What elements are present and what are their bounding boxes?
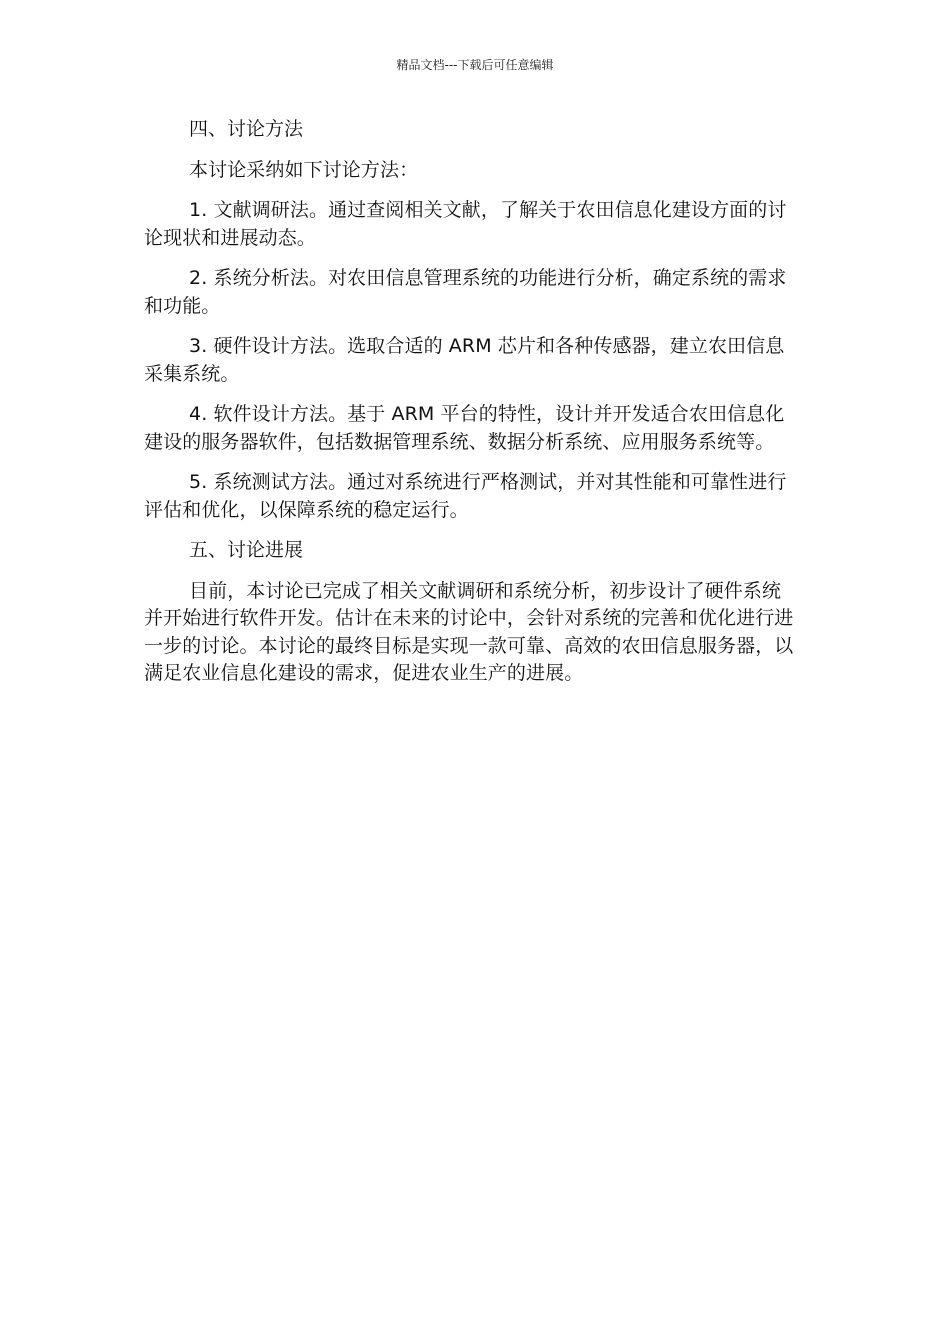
document-body (144, 116, 798, 701)
method-software-design-paragraph: 4. 软件设计方法。基于 ARM 平台的特性，设计并开发适合农田信息化建设的服务器软件，包括数据管理系统、数据分析系统、应用服务系统等。 (144, 403, 785, 453)
section-heading-methods: 四、讨论方法 (189, 118, 304, 140)
header-note: 精品文档---下载后可任意编辑 (396, 58, 554, 72)
method-hardware-design-paragraph: 3. 硬件设计方法。选取合适的 ARM 芯片和各种传感器，建立农田信息采集系统。 (144, 335, 785, 385)
method-literature-paragraph: 1. 文献调研法。通过查阅相关文献，了解关于农田信息化建设方面的讨论现状和进展动态。 (144, 199, 787, 249)
method-system-analysis-paragraph: 2. 系统分析法。对农田信息管理系统的功能进行分析，确定系统的需求和功能。 (144, 267, 787, 317)
methods-intro-paragraph: 本讨论采纳如下讨论方法： (189, 158, 419, 181)
progress-paragraph: 目前，本讨论已完成了相关文献调研和系统分析，初步设计了硬件系统并开始进行软件开发。估计在未来的讨论中，会针对系统的完善和优化进行进一步的讨论。本讨论的最终目标是实现一款可靠、高效的农田信息服务器，以满足农业信息化建设的需求，促进农业生产的进展。 (144, 579, 794, 684)
method-system-testing-paragraph: 5. 系统测试方法。通过对系统进行严格测试，并对其性能和可靠性进行评估和优化，以保障系统的稳定运行。 (144, 471, 787, 521)
section-heading-progress: 五、讨论进展 (189, 539, 304, 561)
